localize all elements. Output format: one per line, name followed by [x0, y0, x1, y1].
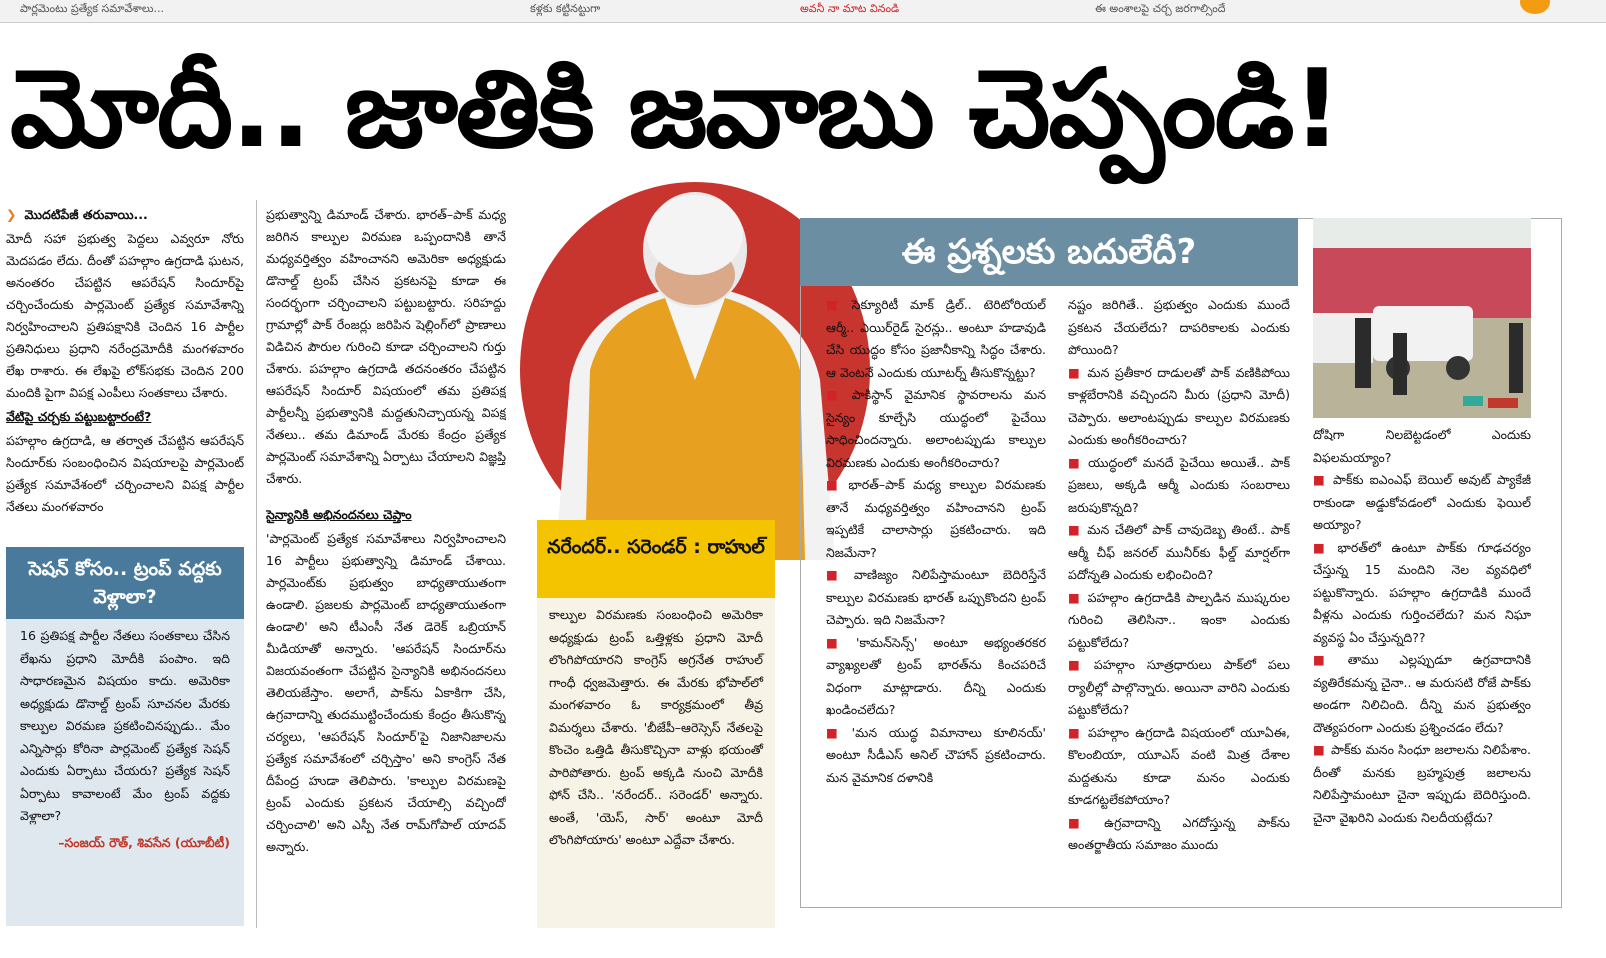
sidebox-title: సెషన్ కోసం.. ట్రంప్ వద్దకు వెళ్లాలా?	[6, 547, 244, 619]
yellowbox-body: కాల్పుల విరమణకు సంబంధించి అమెరికా అధ్యక్షుడు ట్రంప్ ఒత్తిళ్లకు ప్రధాని మోదీ లొంగిపోయారని కాంగ్రెస్ అగ్రనేత రాహుల్ గాంధీ ధ్వజమెత్తారు. ఈ మేరకు భోపాల్‌లో మంగళవారం ఓ కార్యక్రమంలో తీవ్ర విమర్శలు చేశారు. 'బీజేపీ–ఆరెస్సెస్ నేతలపై కొంచెం ఒత్తిడి తీసుకొచ్చినా వాళ్లు భయంతో పారిపోతారు. ట్రంప్ అక్కడి నుంచి మోదీకి ఫోన్ చేసి.. 'నరేందర్.. సరెండర్' అన్నారు. అంతే, 'యెస్, సార్' అంటూ మోదీ లొంగిపోయారు' అంటూ ఎద్దేవా చేశారు.	[537, 598, 775, 928]
questions-title: ఈ ప్రశ్నలకు బదులేదీ?	[800, 218, 1298, 286]
question-a5: ■ 'కామన్‌సెన్స్' అంటూ అభ్యంతరకర వ్యాఖ్యలతో ట్రంప్ భారత్‌ను కించపరిచే విధంగా మాట్లాడారు. దీన్ని ఎందుకు ఖండించలేదు?	[826, 634, 1046, 717]
kicker	[6, 204, 244, 226]
question-b3: ■ మన చేతిలో పాక్ చావుదెబ్బ తింటే.. పాక్ ఆర్మీ చీఫ్ జనరల్ మునీర్‌కు ఫీల్డ్ మార్షల్‌గా పదోన్నతి ఎందుకు లభించింది?	[1068, 522, 1290, 582]
top-strip-left: పార్లమెంటు ప్రత్యేక సమావేశాలు...	[20, 2, 164, 15]
logo-dot-icon	[1520, 0, 1550, 14]
column-1	[6, 204, 244, 542]
col2-para1: ప్రభుత్వాన్ని డిమాండ్ చేశారు. భారత్–పాక్ మధ్య జరిగిన కాల్పుల విరమణ ఒప్పందానికి తానే మధ్యవర్తిత్వం వహించానని అమెరికా అధ్యక్షుడు డొనాల్డ్ ట్రంప్ చేసిన ప్రకటనపై కూడా ఈ సందర్భంగా చర్చించాలని పట్టుబట్టారు. సరిహద్దు గ్రామాల్లో పాక్ రేంజర్లు జరిపిన షెల్లింగ్‌లో ప్రాణాలు విడిచిన పౌరుల గురించి కూడా చర్చించాలని గుర్తు చేశారు. పహల్గాం ఉగ్రదాడి తదనంతరం చేపట్టిన ఆపరేషన్ సిందూర్ విషయంలో తమ ప్రతిపక్ష పార్టీలన్నీ ప్రభుత్వానికి మద్దతునిచ్చాయన్న విపక్ష నేతలు.. తమ డిమాండ్ మేరకు కేంద్రం ప్రత్యేక పార్లమెంట్ సమావేశాన్ని ఏర్పాటు చేయాలని విజ్ఞప్తి చేశారు.	[266, 207, 506, 486]
question-c4: ■ పాక్‌కు మనం సింధూ జలాలను నిలిపేశాం. దీంతో మనకు బ్రహ్మపుత్ర జలాలను నిలిపేస్తామంటూ చైనా ఇప్పుడు బెదిరిస్తుంది. చైనా వైఖరిని ఎందుకు నిలదీయట్లేదు?	[1313, 742, 1531, 825]
col1-subhead: వేటిపై చర్చకు పట్టుబట్టారంటే?	[6, 409, 152, 424]
top-strip-red: అవనీ నా మాట వినండి	[800, 2, 900, 15]
question-b1: ■ మన ప్రతీకార దాడులతో పాక్ వణికిపోయి కాళ్లబేరానికి వచ్చిందని మీరు (ప్రధాని మోదీ) చెప్పారు. అలాంటప్పుడు కాల్పుల విరమణకు ఎందుకు అంగీకరించారు?	[1068, 364, 1290, 447]
bullet-icon: ■	[1313, 652, 1342, 667]
bullet-icon: ■	[1068, 657, 1088, 672]
question-a3: ■ భారత్–పాక్ మధ్య కాల్పుల విరమణకు తానే మధ్యవర్తిత్వం వహించానని ట్రంప్ ఇప్పటికే చాలాసార్లు ప్రకటించారు. ఇది నిజమేనా?	[826, 477, 1046, 560]
questions-col-c	[1313, 424, 1531, 894]
question-b5: ■ పహల్గాం సూత్రధారులు పాక్‌లో పలు ర్యాలీల్లో పాల్గొన్నారు. అయినా వారిని ఎందుకు పట్టుకోలేదు?	[1068, 657, 1290, 717]
yellowbox-title: నరేందర్.. సరెండర్ : రాహుల్	[537, 520, 775, 598]
sidebox-body	[6, 619, 244, 926]
question-a6: ■ 'మన యుద్ధ విమానాలు కూలినయ్' అంటూ సీడీఎస్ అనిల్ చౌహాన్ ప్రకటించారు. మన వైమానిక దళానికి	[826, 724, 1046, 785]
col1-para1: మోదీ సహా ప్రభుత్వ పెద్దలు ఎవ్వరూ నోరు మెదపడం లేదు. దీంతో పహల్గాం ఉగ్రదాడి ఘటన, అనంతరం చేపట్టిన ఆపరేషన్ సిందూర్‌పై చర్చించేందుకు పార్లమెంట్ ప్రత్యేక సమావేశాన్ని నిర్వహించాలని ప్రతిపక్షానికి చెందిన 16 పార్టీల ప్రతినిధులు ప్రధాని నరేంద్రమోదీకి మంగళవారం లేఖ రాశారు. ఈ లేఖపై లోక్‌సభకు చెందిన 200 మందికి పైగా విపక్ష ఎంపీలు సంతకాలు చేశారు.	[6, 231, 244, 400]
questions-col-a	[826, 294, 1046, 894]
question-a2: ■ పాకిస్థాన్ వైమానిక స్థావరాలను మన సైన్యం కూల్చేసి యుద్ధంలో పైచేయి సాధించిందన్నారు. అలాంటప్పుడు కాల్పుల విరమణకు ఎందుకు అంగీకరించారు?	[826, 387, 1046, 470]
bullet-icon: ■	[1313, 539, 1332, 555]
bullet-icon: ■	[826, 724, 846, 740]
column-2	[266, 204, 506, 928]
question-b7: ■ ఉగ్రవాదాన్ని ఎగదోస్తున్న పాక్‌ను అంతర్జాతీయ సమాజం ముందు	[1068, 814, 1290, 852]
bullet-icon: ■	[1068, 724, 1083, 740]
kicker-text: మొదటిపేజీ తరువాయి...	[24, 207, 148, 222]
top-strip	[0, 0, 1606, 23]
bullet-icon: ■	[826, 387, 846, 402]
bullet-icon: ■	[1068, 454, 1083, 470]
column-divider	[256, 200, 257, 928]
questions-col-b	[1068, 294, 1290, 894]
question-b6: ■ పహల్గాం ఉగ్రదాడి విషయంలో యూఏఈ, కొలంబియా, యూఎస్ వంటి మిత్ర దేశాల మద్దతును కూడా మనం ఎందుకు కూడగట్టలేకపోయాం?	[1068, 724, 1290, 807]
rescue-illustration	[1313, 218, 1531, 418]
question-b2: ■ యుద్ధంలో మనదే పైచేయి అయితే.. పాక్ ప్రజలు, అక్కడి ఆర్మీ ఎందుకు సంబరాలు జరుపుకొన్నది?	[1068, 454, 1290, 515]
question-c2: ■ భారత్‌లో ఉంటూ పాక్‌కు గూఢచర్యం చేస్తున్న 15 మందిని నెల వ్యవధిలో పట్టుకొన్నారు. పహల్గాం ఉగ్రదాడికి ముందే వీళ్లను ఎందుకు గుర్తించలేదు? మన నిఘా వ్యవస్థ ఏం చేస్తున్నది??	[1313, 539, 1531, 645]
bullet-icon: ■	[1313, 742, 1326, 757]
question-a4: ■ వాణిజ్యం నిలిపేస్తామంటూ బెదిరిస్తేనే కాల్పుల విరమణకు భారత్ ఒప్పుకొందని ట్రంప్ చెప్పారు. ఇది నిజమేనా?	[826, 567, 1046, 627]
bullet-icon: ■	[826, 297, 846, 312]
question-b-intro: నష్టం జరిగితే.. ప్రభుత్వం ఎందుకు ముందే ప్రకటన చేయలేదు? దాపరికాలకు ఎందుకు పోయింది?	[1068, 297, 1290, 357]
col2-para2: 'పార్లమెంట్ ప్రత్యేక సమావేశాలు నిర్వహించాలని 16 పార్టీలు ప్రభుత్వాన్ని డిమాండ్ చేశాయి. పార్లమెంట్‌కు ప్రభుత్వం బాధ్యతాయుతంగా ఉండాలి. ప్రజలకు పార్లమెంట్ బాధ్యతాయుతంగా ఉండాలి' అని టీఎంసీ నేత డెరెక్ ఒబ్రియాన్ మీడియాతో అన్నారు. 'ఆపరేషన్ సిందూర్‌ను విజయవంతంగా చేపట్టిన సైన్యానికి అభినందనలు తెలియజేస్తాం. అలాగే, పాక్‌ను ఏకాకిగా చేసి, ఉగ్రవాదాన్ని తుదముట్టించేందుకు కేంద్రం తీసుకొన్న చర్యలు, 'ఆపరేషన్ సిందూర్'పై నిజానిజాలను ప్రత్యేక సమావేశంలో చర్చిస్తాం' అని కాంగ్రెస్ నేత దీపేంద్ర హుడా తెలిపారు. 'కాల్పుల విరమణపై ట్రంప్ ఎందుకు ప్రకటన చేయాల్సి వచ్చిందో చర్చించాలి' అని ఎస్పీ నేత రామ్‌గోపాల్ యాదవ్ అన్నారు.	[266, 531, 506, 854]
question-a1: ■ సెక్యూరిటీ మాక్ డ్రిల్.. టెరిటోరియల్ ఆర్మీ.. ఎయిర్‌రైడ్ సైరన్లు.. అంటూ హడావుడి చేసి యుద్ధం కోసం ప్రజానీకాన్ని సిద్ధం చేశారు. ఆ వెంటనే ఎందుకు యూటర్న్ తీసుకొన్నట్టు?	[826, 297, 1046, 380]
top-strip-right: ఈ అంశాలపై చర్చ జరగాల్సిందే	[1095, 2, 1226, 15]
rescue-photo	[1313, 218, 1531, 418]
question-c1: ■ పాక్‌కు ఐఎంఎఫ్ బెయిల్ అవుట్ ప్యాకేజీ రాకుండా అడ్డుకోవడంలో ఎందుకు ఫెయిల్ అయ్యాం?	[1313, 472, 1531, 532]
col1-para2: పహల్గాం ఉగ్రదాడి, ఆ తర్వాత చేపట్టిన ఆపరేషన్ సిందూర్‌కు సంబంధించిన విషయాలపై పార్లమెంట్ ప్రత్యేక సమావేశంలో చర్చించాలని విపక్ష పార్టీల నేతలు మంగళవారం	[6, 433, 244, 514]
question-b4: ■ పహల్గాం ఉగ్రదాడికి పాల్పడిన ముష్కరుల గురించి తెలిసినా.. ఇంకా ఎందుకు పట్టుకోలేదు?	[1068, 589, 1290, 650]
question-c3: ■ తాము ఎల్లప్పుడూ ఉగ్రవాదానికి వ్యతిరేకమన్న చైనా.. ఆ మరుసటి రోజే పాక్‌కు అండగా నిలిచింది. దీన్ని మన ప్రభుత్వం దౌత్యపరంగా ఎందుకు ప్రశ్నించడం లేదు?	[1313, 652, 1531, 735]
bullet-icon: ■	[1068, 522, 1082, 537]
col2-subhead: సైన్యానికి అభినందనలు చెప్తాం	[266, 507, 412, 522]
bullet-icon: ■	[826, 567, 848, 582]
top-strip-mid: కళ్లకు కట్టినట్టుగా	[530, 2, 601, 15]
bullet-icon: ■	[826, 634, 850, 650]
headline: మోదీ.. జాతికి జవాబు చెప్పండి!	[10, 47, 1340, 172]
bullet-icon: ■	[826, 477, 843, 492]
bullet-icon: ■	[1068, 589, 1082, 605]
bullet-icon: ■	[1068, 814, 1099, 830]
question-c-intro: దోషిగా నిలబెట్టడంలో ఎందుకు విఫలమయ్యాం?	[1313, 427, 1531, 465]
chevron-right-icon: ❯	[6, 207, 17, 222]
bullet-icon: ■	[1313, 472, 1328, 487]
sidebox-author: –సంజయ్ రౌత్, శివసేన (యూబీటీ)	[58, 834, 230, 850]
bullet-icon: ■	[1068, 364, 1082, 380]
sidebox-text: 16 ప్రతిపక్ష పార్టీల నేతలు సంతకాలు చేసిన లేఖను ప్రధాని మోదీకి పంపాం. ఇది సాధారణమైన విషయం కాదు. అమెరికా అధ్యక్షుడు డొనాల్డ్ ట్రంప్ సూచనల మేరకు కాల్పుల విరమణ ప్రకటించినప్పుడు.. మేం ఎన్నిసార్లు కోరినా పార్లమెంట్ ప్రత్యేక సెషన్ ఎందుకు ఏర్పాటు చేయరు? ప్రత్యేక సెషన్ ఏర్పాటు కావాలంటే మేం ట్రంప్ వద్దకు వెళ్లాలా?	[20, 628, 230, 823]
